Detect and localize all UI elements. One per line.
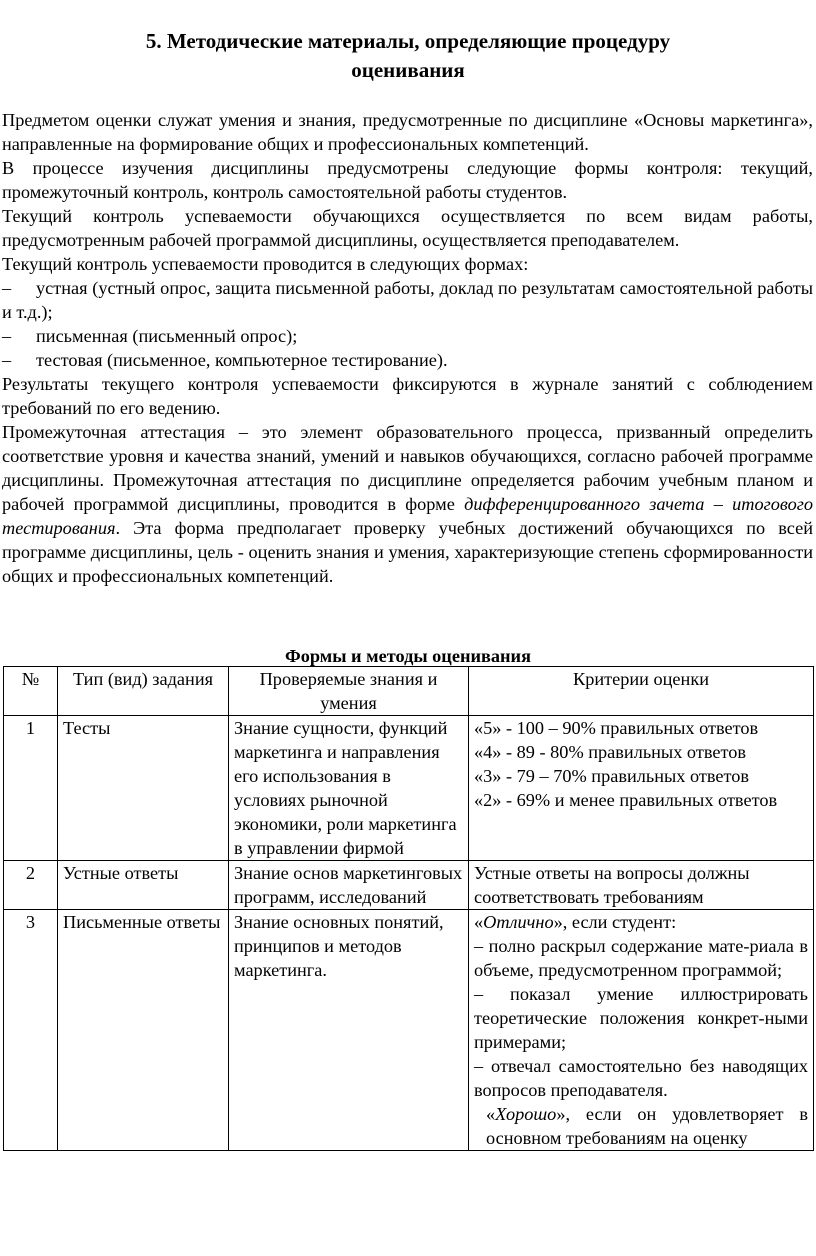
table-row (4, 716, 814, 861)
criteria-point: – отвечал самостоятельно без наводящих вопросов преподавателя. (474, 1056, 808, 1100)
criteria-point: – показал умение иллюстрировать теоретические положения конкрет-ными примерами; (474, 984, 808, 1052)
list-item-oral (2, 276, 813, 324)
header-knowledge: Проверяемые знания и умения (229, 667, 469, 716)
criteria-excellent-word: Отлично (483, 912, 554, 932)
section-heading (0, 27, 816, 85)
criteria-grade-3: «3» - 79 – 70% правильных ответов (474, 766, 750, 786)
criteria-grade-5: «5» - 100 – 90% правильных ответов (474, 718, 759, 738)
assessment-table (3, 666, 814, 1151)
list-item-oral-text: устная (устный опрос, защита письменной работы, доклад по результатам самостоятельной работы и т.д.); (2, 278, 813, 322)
quote-open: « (486, 1104, 496, 1124)
criteria-excellent-heading (474, 910, 808, 934)
list-item-written-text: письменная (письменный опрос); (36, 326, 298, 346)
header-type: Тип (вид) задания (58, 667, 229, 716)
row-type: Письменные ответы (58, 910, 229, 1151)
criteria-grade-2: «2» - 69% и менее правильных ответов (474, 790, 778, 810)
row-knowledge: Знание основ маркетинговых программ, исследований (229, 861, 469, 910)
body-text (2, 108, 813, 588)
paragraph-intermediate-end: . Эта форма предполагает проверку учебных достижений обучающихся по всей программе дисциплины, цель - оценить знания и умения, характеризующие степень сформированности общих и профессиональных компетенций. (2, 518, 813, 586)
paragraph-current-forms: Текущий контроль успеваемости проводится в следующих формах: (2, 254, 529, 274)
list-item-test (2, 348, 813, 372)
paragraph-subject: Предметом оценки служат умения и знания, предусмотренные по дисциплине «Основы маркетинга», направленные на формирование общих и профессиональных компетенций. (2, 110, 813, 154)
list-item-test-text: тестовая (письменное, компьютерное тестирование). (36, 350, 448, 370)
row-knowledge: Знание сущности, функций маркетинга и направления его использования в условиях рыночной экономики, роли маркетинга в управлении фирмой (229, 716, 469, 861)
paragraph-current-control: Текущий контроль успеваемости обучающихся осуществляется по всем видам работы, предусмотренным рабочей программой дисциплины, осуществляется преподавателем. (2, 206, 813, 250)
table-row (4, 910, 814, 1151)
table-header-row (4, 667, 814, 716)
section-heading-line-1: 5. Методические материалы, определяющие процедуру (145, 29, 671, 53)
row-knowledge: Знание основных понятий, принципов и методов маркетинга. (229, 910, 469, 1151)
criteria-good-word: Хорошо (495, 1104, 557, 1124)
paragraph-control-forms: В процессе изучения дисциплины предусмотрены следующие формы контроля: текущий, промежуточный контроль, контроль самостоятельной работы студентов. (2, 158, 813, 202)
criteria-good-heading (474, 1102, 808, 1150)
row-num: 3 (4, 910, 58, 1151)
paragraph-results: Результаты текущего контроля успеваемости фиксируются в журнале занятий с соблюдением требований по его ведению. (2, 374, 813, 418)
row-num: 2 (4, 861, 58, 910)
table-title: Формы и методы оценивания (285, 646, 531, 666)
row-num: 1 (4, 716, 58, 861)
dash-marker: – (2, 350, 12, 370)
paragraph-intermediate-start: Промежуточная аттестация – это элемент образовательного процесса, призванный определить соответствие уровня и качества знаний, умений и навыков обучающихся, согласно рабочей программе дисциплины. Промежуточная аттестация по дисциплине определяется рабочим учебным планом и рабочей программой дисциплины, проводится в форме (2, 422, 813, 514)
header-criteria: Критерии оценки (469, 667, 814, 716)
criteria-good-rest: », если он удовлетворяет в основном требованиям на оценку (486, 1104, 808, 1148)
criteria-point: – полно раскрыл содержание мате-риала в объеме, предусмотренном программой; (474, 936, 808, 980)
criteria-excellent-rest: », если студент: (553, 912, 677, 932)
list-item-written (2, 324, 813, 348)
header-num: № (4, 667, 58, 716)
row-criteria: Устные ответы на вопросы должны соответствовать требованиям (469, 861, 814, 910)
row-criteria (469, 716, 814, 861)
section-heading-line-2: оценивания (351, 58, 465, 82)
paragraph-intermediate (2, 420, 813, 588)
row-type: Тесты (58, 716, 229, 861)
table-row (4, 861, 814, 910)
quote-open: « (474, 912, 484, 932)
row-type: Устные ответы (58, 861, 229, 910)
paragraph-intermediate-italic: дифференцированного зачета – итогового тестирования (2, 494, 813, 538)
row-criteria (469, 910, 814, 1151)
dash-marker: – (2, 326, 12, 346)
criteria-grade-4: «4» - 89 - 80% правильных ответов (474, 742, 746, 762)
dash-marker: – (2, 278, 12, 298)
